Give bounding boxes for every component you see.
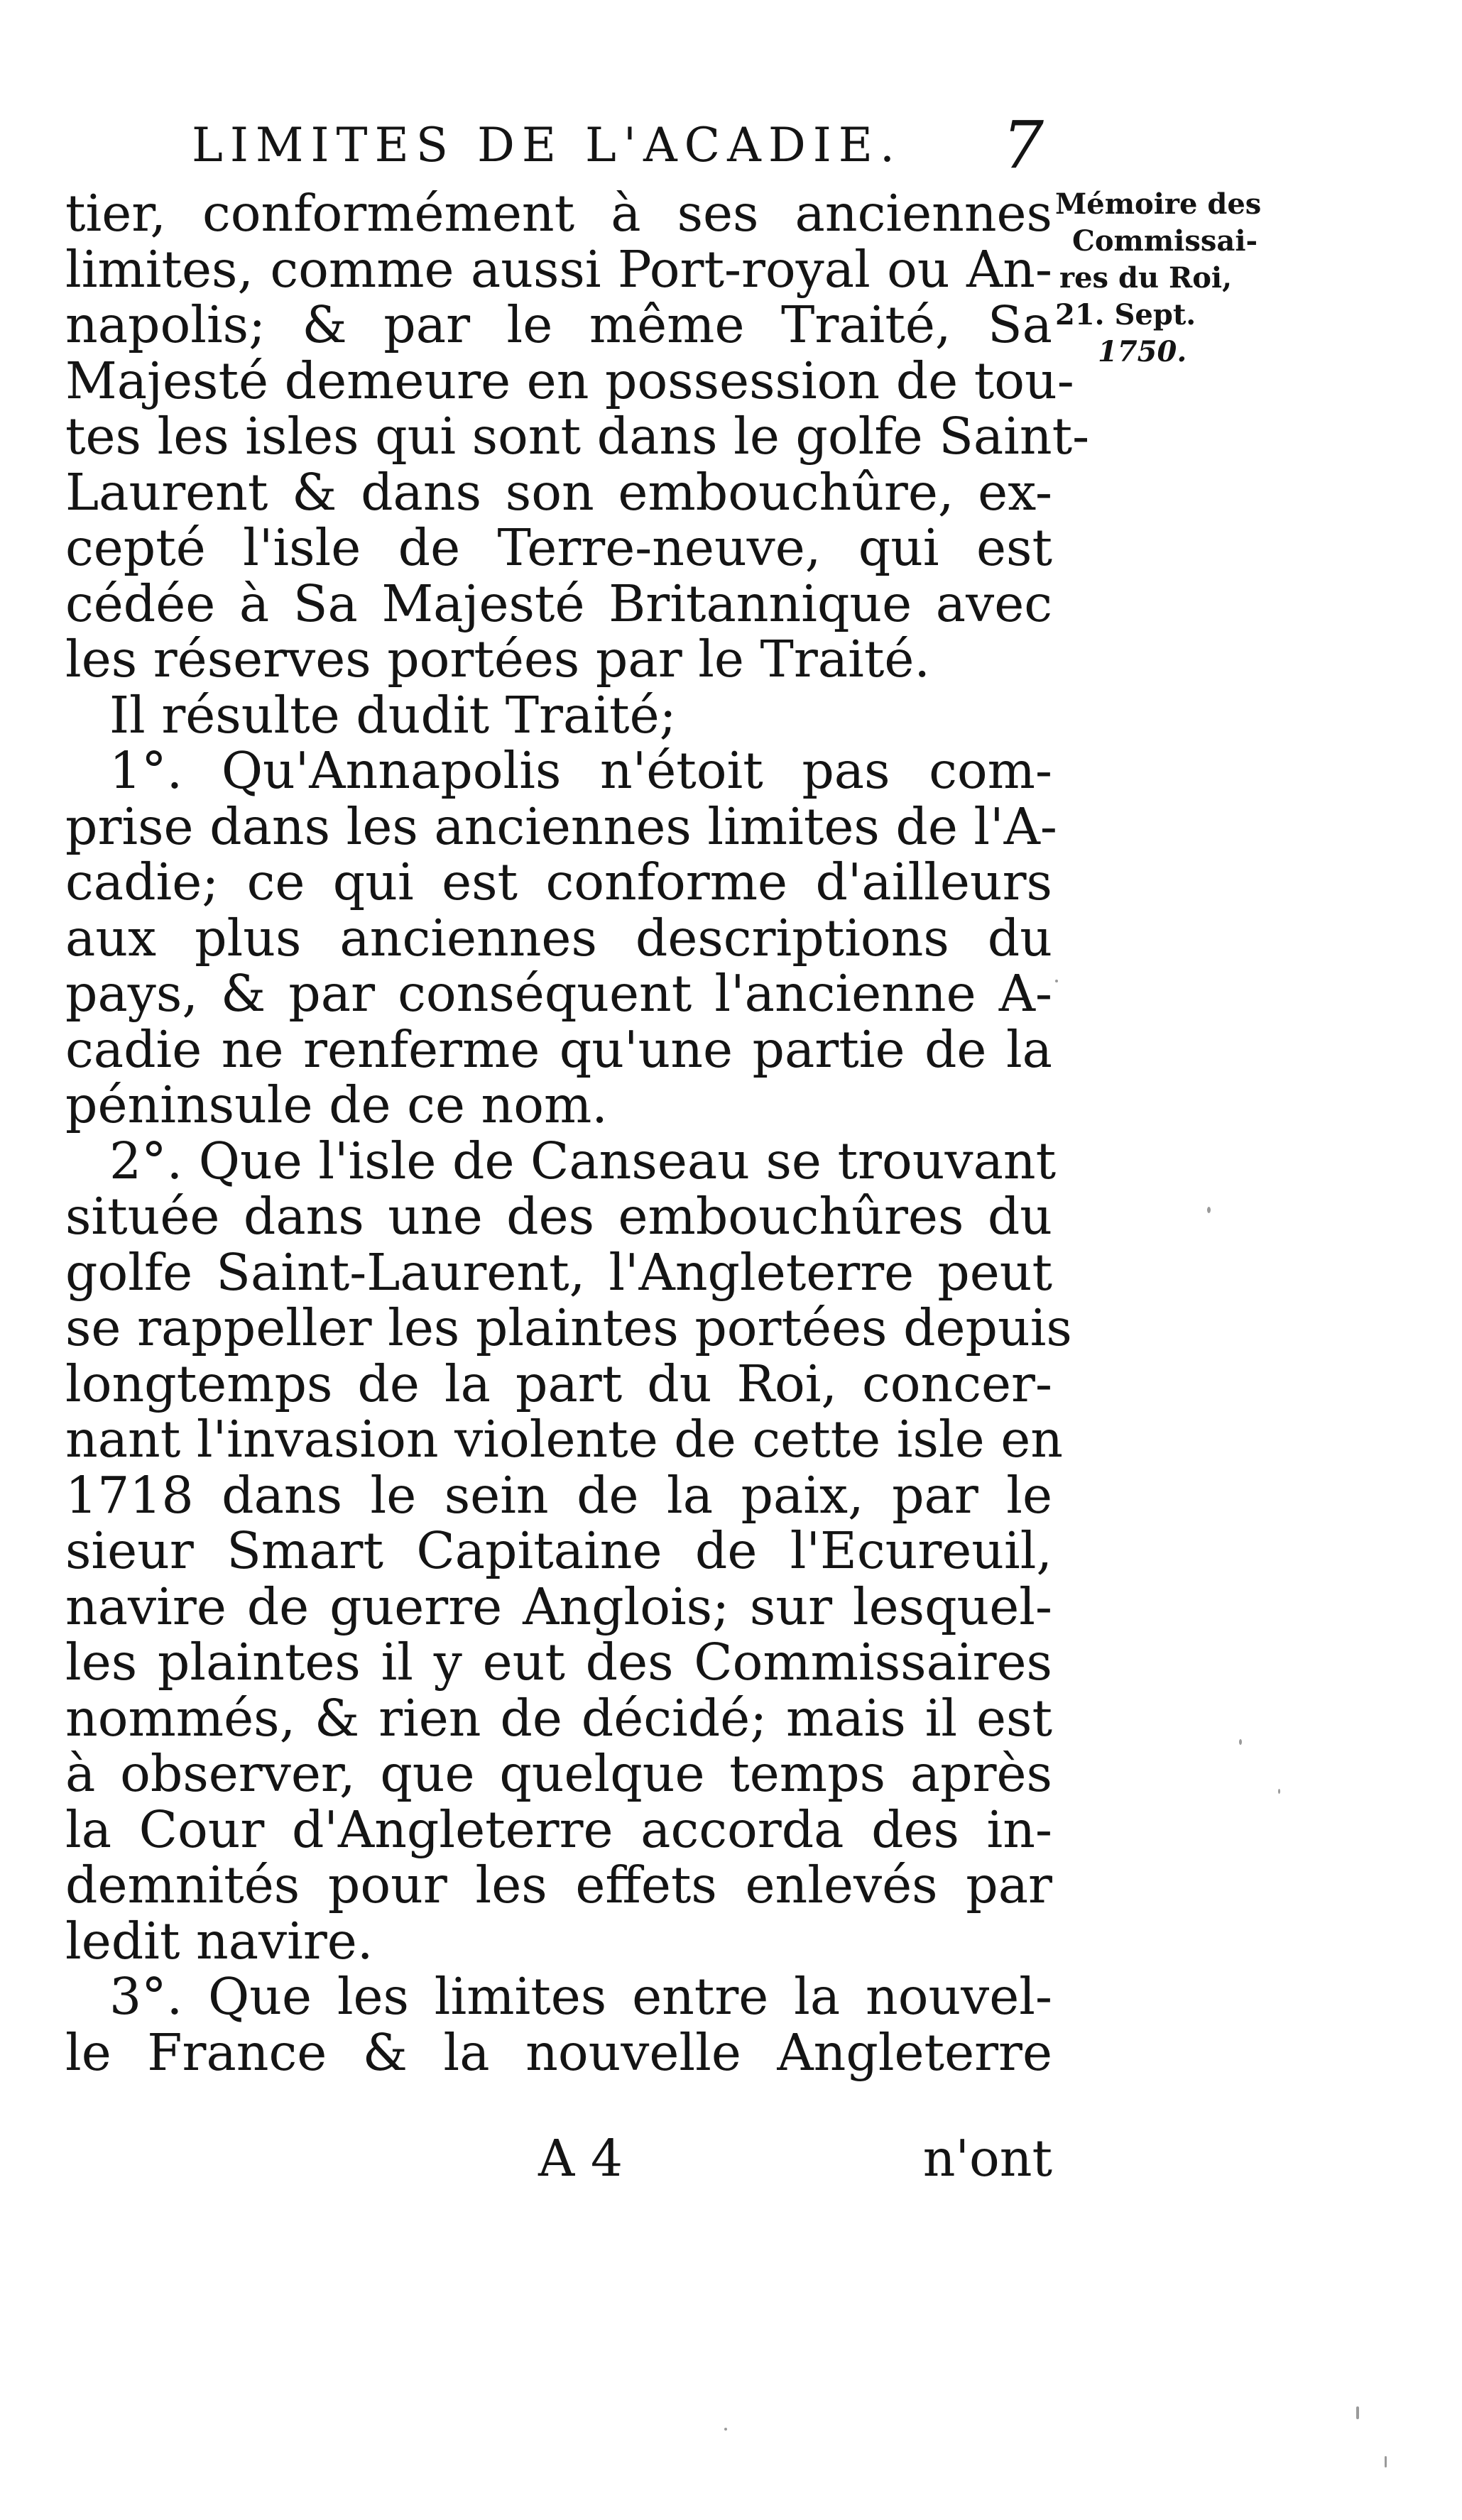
text-line: navire de guerre Anglois; sur lesquel- xyxy=(65,1577,1052,1636)
paper-speck xyxy=(1385,2456,1387,2467)
margin-note-line: Commissai- xyxy=(1072,224,1258,258)
text-line: golfe Saint-Laurent, l'Angleterre peut xyxy=(65,1242,1052,1302)
text-line: 1718 dans le sein de la paix, par le xyxy=(65,1465,1052,1525)
text-line: à observer, que quelque temps après xyxy=(65,1744,1052,1803)
text-line: 3°. Que les limites entre la nouvel- xyxy=(109,1967,1052,2026)
paper-speck xyxy=(724,2428,727,2431)
text-line: cadie; ce qui est conforme d'ailleurs xyxy=(65,853,1052,911)
text-line: cadie ne renferme qu'une partie de la xyxy=(65,1019,1052,1079)
text-line: napolis; & par le même Traité, Sa xyxy=(65,295,1052,354)
text-line: le France & la nouvelle Angleterre xyxy=(65,2022,1052,2082)
text-line: 2°. Que l'isle de Canseau se trouvant xyxy=(109,1131,1057,1190)
catchword: n'ont xyxy=(922,2129,1052,2188)
text-line: cédée à Sa Majesté Britannique avec xyxy=(65,574,1052,633)
body-text xyxy=(65,184,1090,2082)
text-line: aux plus anciennes descriptions du xyxy=(65,908,1052,968)
paper-speck xyxy=(1207,1207,1211,1213)
text-line: Il résulte dudit Traité; xyxy=(109,685,677,745)
text-line: pays, & par conséquent l'ancienne A- xyxy=(65,964,1052,1023)
text-line: Laurent & dans son embouchûre, ex- xyxy=(65,462,1052,522)
paper-speck xyxy=(1278,1789,1280,1794)
text-line: prise dans les anciennes limites de l'A- xyxy=(65,796,1057,856)
signature-mark: A 4 xyxy=(538,2129,623,2188)
text-line: nant l'invasion violente de cette isle en xyxy=(65,1410,1063,1469)
text-line: sieur Smart Capitaine de l'Ecureuil, xyxy=(65,1521,1052,1580)
text-line: longtemps de la part du Roi, concer- xyxy=(65,1354,1052,1413)
margin-note-line: 21. Sept. xyxy=(1055,298,1196,332)
text-line: ledit navire. xyxy=(65,1911,373,1971)
page-footer xyxy=(0,2127,1052,2191)
text-line: Majesté demeure en possession de tou- xyxy=(65,351,1074,410)
paper-speck xyxy=(1055,980,1058,982)
text-line: la Cour d'Angleterre accorda des in- xyxy=(65,1799,1052,1859)
text-line: limites, comme aussi Port-royal ou An- xyxy=(65,239,1052,299)
paper-speck xyxy=(1239,1739,1242,1745)
text-line: 1°. Qu'Annapolis n'étoit pas com- xyxy=(109,741,1052,800)
text-line: demnités pour les effets enlevés par xyxy=(65,1856,1052,1914)
page-number: 7 xyxy=(1002,107,1044,183)
margin-note-line: Mémoire des xyxy=(1055,187,1262,221)
text-line: tes les isles qui sont dans le golfe Saint- xyxy=(65,407,1090,466)
running-head xyxy=(178,106,1051,192)
text-line: péninsule de ce nom. xyxy=(65,1075,608,1134)
margin-note-line: 1750. xyxy=(1098,335,1187,368)
margin-note-line: res du Roi, xyxy=(1059,261,1232,295)
running-title: LIMITES DE L'ACADIE. xyxy=(192,118,902,172)
text-line: les plaintes il y eut des Commissaires xyxy=(65,1633,1052,1692)
paper-speck xyxy=(1356,2406,1359,2419)
margin-note xyxy=(1055,186,1353,371)
text-line: les réserves portées par le Traité. xyxy=(65,630,930,689)
text-line: située dans une des embouchûres du xyxy=(65,1187,1052,1246)
text-line: nommés, & rien de décidé; mais il est xyxy=(65,1688,1052,1748)
text-line: tier, conformément à ses anciennes xyxy=(65,184,1052,243)
text-line: se rappeller les plaintes portées depuis xyxy=(65,1298,1072,1357)
text-line: cepté l'isle de Terre-neuve, qui est xyxy=(65,518,1052,577)
